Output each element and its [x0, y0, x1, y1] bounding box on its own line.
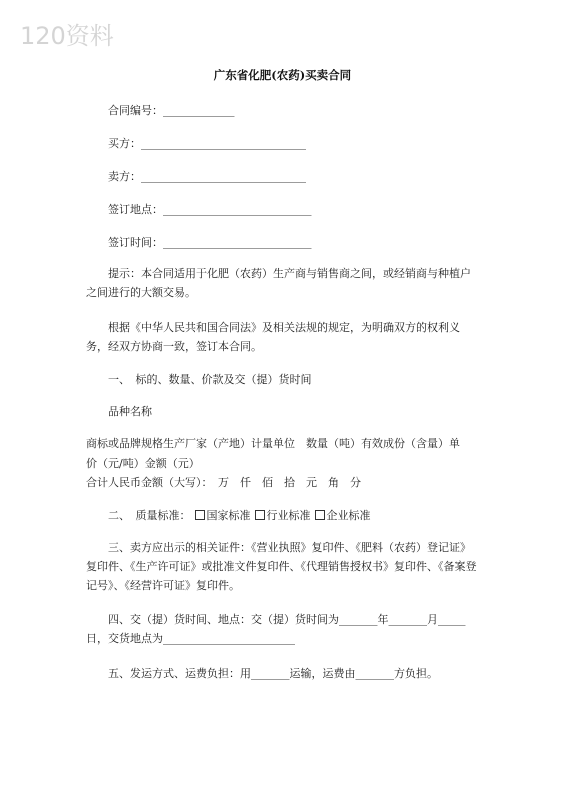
table-header-row-2: 价（元/吨）金额（元）	[86, 457, 200, 470]
enterprise-standard-checkbox[interactable]	[315, 510, 325, 520]
signing-place-field: 签订地点：___________________________	[108, 203, 312, 216]
buyer-field: 买方：______________________________	[108, 137, 306, 150]
national-standard-checkbox[interactable]	[195, 510, 205, 520]
quality-standard-line	[108, 508, 371, 524]
section-3-paragraph: 三、卖方应出示的相关证件：《营业执照》复印件、《肥料（农药）登记证》复印件、《生产许可证》或批准文件复印件、《代理销售授权书》复印件、《备案登记号》、《经营许可证》复印件。	[86, 541, 477, 592]
seller-field: 卖方：______________________________	[108, 170, 306, 183]
document-title: 广东省化肥(农药)买卖合同	[213, 68, 352, 82]
industry-standard-checkbox[interactable]	[255, 510, 265, 520]
signing-time-field: 签订时间：___________________________	[108, 236, 312, 249]
section-4-paragraph: 四、交（提）货时间、地点：交（提）货时间为_______年_______月_____日，交货地点为________________________	[86, 613, 466, 645]
industry-standard-label: 行业标准	[266, 509, 311, 522]
table-header-row-1: 商标或品牌规格生产厂家（产地）计量单位 数量（吨）有效成份（含量）单	[86, 437, 460, 450]
watermark-logo: 120资料	[20, 22, 114, 50]
section-5-line: 五、发运方式、运费负担：用_______运输，运费由_______方负担。	[108, 667, 438, 680]
quality-standard-label: 二、 质量标准：	[108, 509, 191, 522]
section-1-heading: 一、 标的、数量、价款及交（提）货时间	[108, 373, 312, 386]
contract-number-field: 合同编号：_____________	[108, 104, 235, 117]
enterprise-standard-label: 企业标准	[326, 509, 371, 522]
basis-paragraph: 根据《中华人民共和国合同法》及相关法规的规定，为明确双方的权利义务，经双方协商一致，签订本合同。	[86, 321, 460, 353]
total-amount-row: 合计人民币金额（大写）： 万 仟 佰 拾 元 角 分	[86, 476, 361, 489]
item-name-label: 品种名称	[108, 405, 152, 418]
national-standard-label: 国家标准	[206, 509, 251, 522]
tip-paragraph: 提示：本合同适用于化肥（农药）生产商与销售商之间，或经销商与种植户之间进行的大额交易。	[86, 267, 471, 299]
